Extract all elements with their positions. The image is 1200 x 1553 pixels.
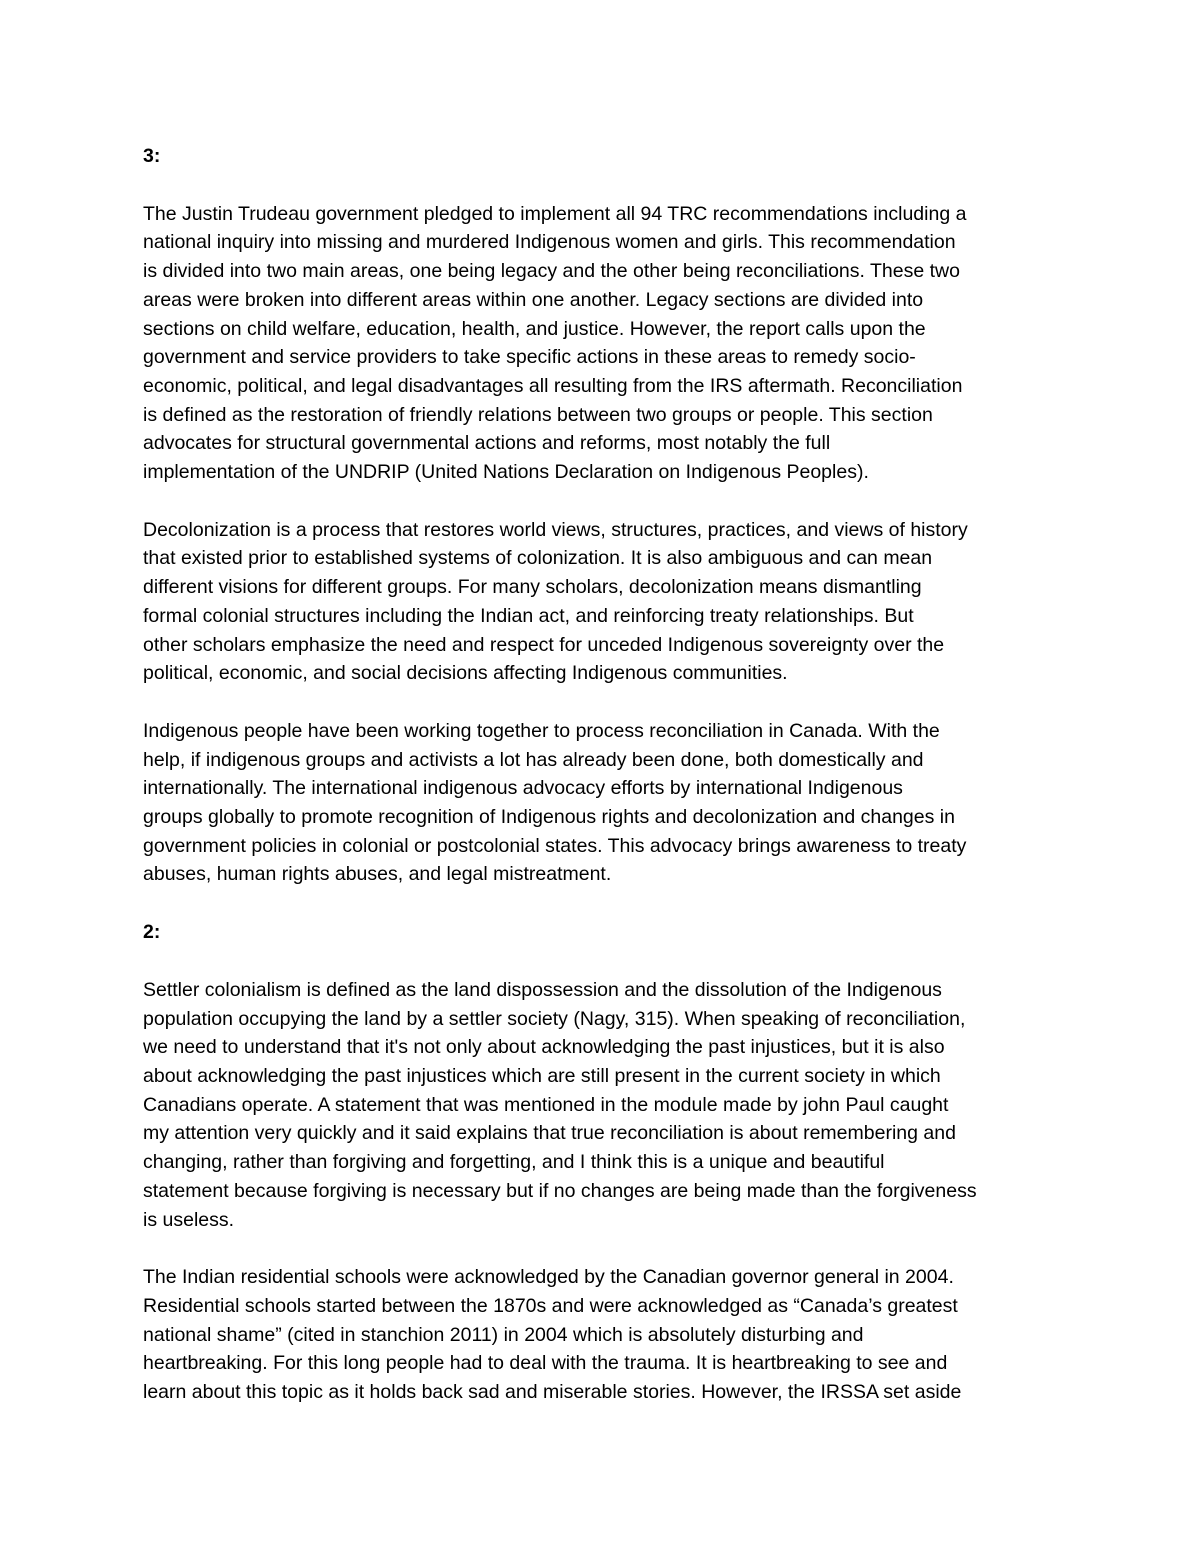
paragraph-trc-recommendations: The Justin Trudeau government pledged to implement all 94 TRC recommendations including a national inquiry into missing and murdered Indigenous women and girls. This recommendation is divided into two main areas, one being legacy and the other being reconciliations. These two areas were broken into different areas within one another. Legacy sections are divided into sections on child welfare, education, health, and justice. However, the report calls upon the government and service providers to take specific actions in these areas to remedy socio- economic, political, and legal disadvantages all resulting from the IRS aftermath. Reconciliation is defined as the restoration of friendly relations between two groups or people. This section advocates for structural governmental actions and reforms, most notably the full implementation of the UNDRIP (United Nations Declaration on Indigenous Peoples). <box>143 202 967 484</box>
document-page <box>143 142 1068 1407</box>
section-heading-2: 2: <box>143 921 161 944</box>
paragraph-indigenous-advocacy: Indigenous people have been working together to process reconciliation in Canada. With the help, if indigenous groups and activists a lot has already been done, both domestically and internationally. The international indigenous advocacy efforts by international Indigenous groups globally to promote recognition of Indigenous rights and decolonization and changes in government policies in colonial or postcolonial states. This advocacy brings awareness to treaty abuses, human rights abuses, and legal mistreatment. <box>143 719 967 886</box>
paragraph-decolonization: Decolonization is a process that restores world views, structures, practices, and views of history that existed prior to established systems of colonization. It is also ambiguous and can mean different visions for different groups. For many scholars, decolonization means dismantling formal colonial structures including the Indian act, and reinforcing treaty relationships. But other scholars emphasize the need and respect for unceded Indigenous sovereignty over the political, economic, and social decisions affecting Indigenous communities. <box>143 518 968 685</box>
spacer <box>143 889 1068 918</box>
spacer <box>143 1234 1068 1263</box>
spacer <box>143 487 1068 516</box>
spacer <box>143 171 1068 200</box>
section-heading-3: 3: <box>143 145 161 167</box>
spacer <box>143 947 1068 976</box>
paragraph-settler-colonialism: Settler colonialism is defined as the land dispossession and the dissolution of the Indigenous population occupying the land by a settler society (Nagy, 315). When speaking of reconciliation, we need to understand that it's not only about acknowledging the past injustices, but it is also about acknowledging the past injustices which are still present in the current society in which Canadians operate. A statement that was mentioned in the module made by john Paul caught my attention very quickly and it said explains that true reconciliation is about remembering and changing, rather than forgiving and forgetting, and I think this is a unique and beautiful statement because forgiving is necessary but if no changes are being made than the forgiveness is useless. <box>143 978 977 1231</box>
paragraph-residential-schools: The Indian residential schools were acknowledged by the Canadian governor general in 2004. Residential schools started between the 1870s and were acknowledged as “Canada’s greatest national shame” (cited in stanchion 2011) in 2004 which is absolutely disturbing and heartbreaking. For this long people had to deal with the trauma. It is heartbreaking to see and learn about this topic as it holds back sad and miserable stories. However, the IRSSA set aside <box>143 1266 962 1404</box>
spacer <box>143 688 1068 717</box>
